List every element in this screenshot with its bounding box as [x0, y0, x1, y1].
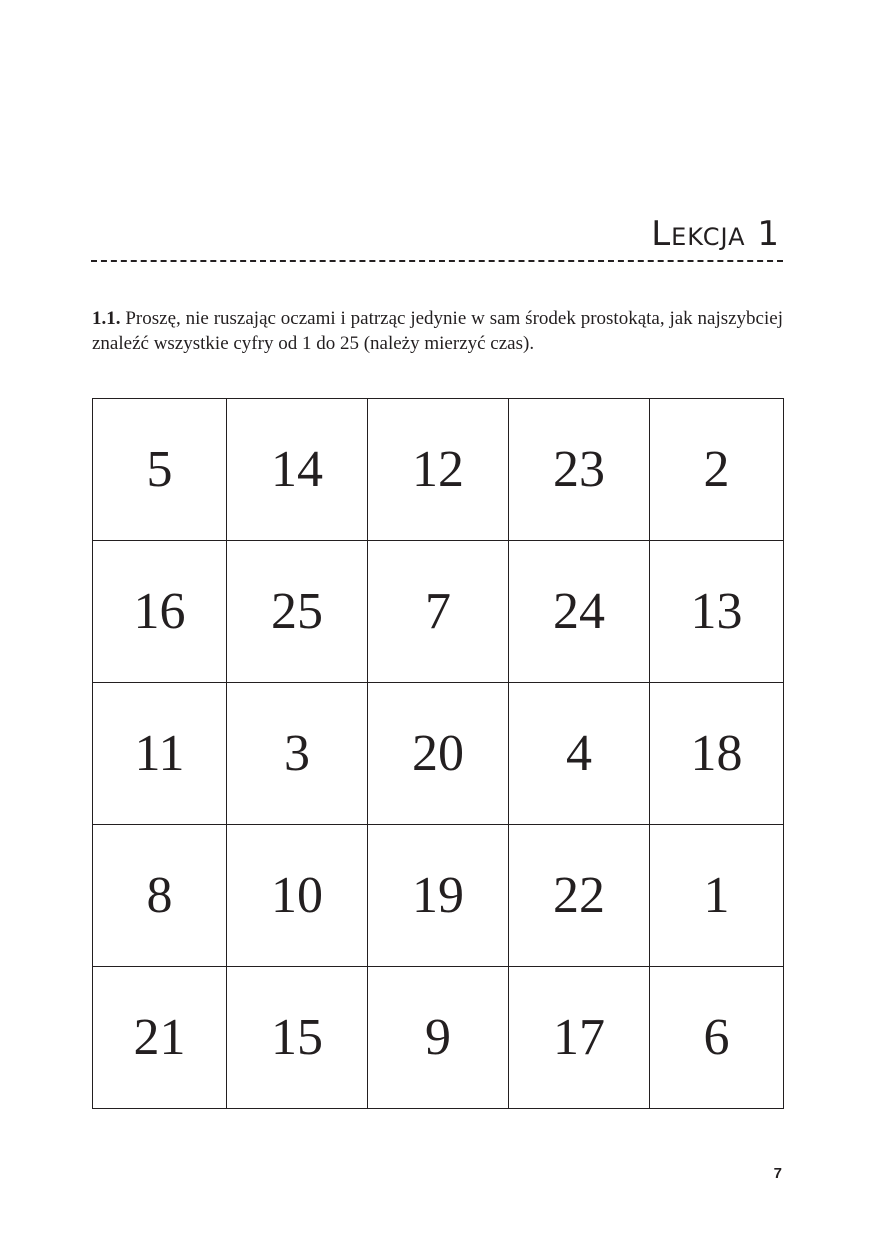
dashed-divider	[91, 260, 783, 262]
grid-cell: 5	[93, 399, 227, 541]
grid-cell: 23	[509, 399, 650, 541]
grid-cell: 20	[368, 683, 509, 825]
exercise-text: Proszę, nie ruszając oczami i patrząc jedynie w sam środek prostokąta, jak najszybciej znaleźć wszystkie cyfry od 1 do 25 (należy mierzyć czas).	[92, 308, 783, 354]
grid-cell: 15	[227, 967, 368, 1109]
grid-cell: 14	[227, 399, 368, 541]
grid-cell: 19	[368, 825, 509, 967]
grid-cell: 16	[93, 541, 227, 683]
grid-cell: 8	[93, 825, 227, 967]
grid-cell: 18	[650, 683, 784, 825]
lesson-title: Lekcja 1	[651, 214, 780, 254]
grid-cell: 7	[368, 541, 509, 683]
grid-cell: 4	[509, 683, 650, 825]
exercise-number: 1.1.	[92, 308, 121, 329]
grid-cell: 11	[93, 683, 227, 825]
grid-row	[93, 967, 784, 1109]
grid-cell: 21	[93, 967, 227, 1109]
grid-cell: 12	[368, 399, 509, 541]
page-number: 7	[773, 1165, 782, 1182]
grid-cell: 13	[650, 541, 784, 683]
grid-cell: 3	[227, 683, 368, 825]
number-grid	[92, 398, 784, 1109]
grid-row	[93, 825, 784, 967]
grid-cell: 24	[509, 541, 650, 683]
grid-cell: 22	[509, 825, 650, 967]
grid-cell: 1	[650, 825, 784, 967]
grid-cell: 10	[227, 825, 368, 967]
grid-cell: 9	[368, 967, 509, 1109]
grid-cell: 25	[227, 541, 368, 683]
grid-cell: 6	[650, 967, 784, 1109]
grid-row	[93, 399, 784, 541]
grid-cell: 2	[650, 399, 784, 541]
grid-row	[93, 683, 784, 825]
grid-cell: 17	[509, 967, 650, 1109]
grid-row	[93, 541, 784, 683]
exercise-instruction	[92, 306, 783, 356]
